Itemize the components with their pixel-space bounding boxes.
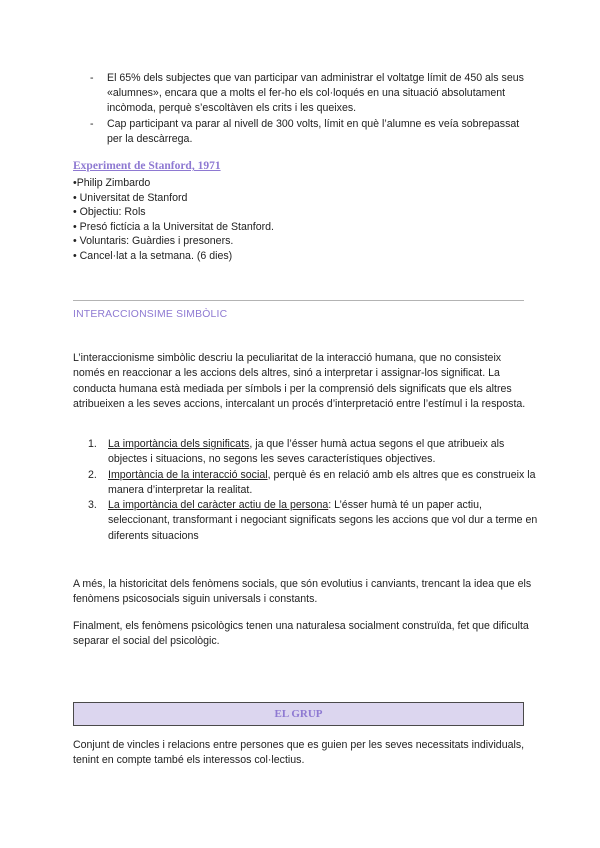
item-number: 1. [88, 438, 97, 450]
milgram-results-list [92, 71, 532, 147]
historicity-paragraph: A més, la historicitat dels fenòmens socials, que són evolutius i canviants, trencant la idea que els fenòmens psicosocials siguin universals i constants. [73, 578, 532, 606]
list-item: • Presó fictícia a la Universitat de Stanford. [73, 220, 274, 233]
list-item: • Universitat de Stanford [73, 191, 188, 204]
list-item [88, 437, 538, 468]
underlined-term: Importància de la interacció social [108, 468, 268, 481]
list-item: • Objectiu: Rols [73, 206, 146, 219]
list-item-text: Cap participant va parar al nivell de 300 volts, límit en què l’alumne es veía sobrepassat per la descàrrega. [107, 117, 520, 145]
stanford-bullet-list [73, 176, 274, 264]
group-heading: EL GRUP [274, 708, 323, 720]
list-item: •Philip Zimbardo [73, 177, 151, 189]
item-text: : L’ésser humà té un paper actiu, seleccionant, transformant i negociant significats segons les accions que vol dur a terme en diferents situacions [108, 499, 538, 542]
intro-paragraph: L’interaccionisme simbòlic descriu la peculiaritat de la interacció humana, que no consisteix només en reaccionar a les accions dels altres, sinó a interpretar i assignar-los significat. La conducta humana està mediada per símbols i per la comprensió dels significats que els altres atribueixen a les seves accions, intercalant un procés d’interpretació entre l’estímul i la resposta. [73, 352, 526, 410]
list-item [92, 71, 532, 117]
item-text: , perquè és en relació amb els altres que es construeix la manera d’interpretar la realitat. [108, 468, 536, 496]
dash-marker: - [90, 117, 94, 130]
section-heading: INTERACCIONSIME SIMBÒLIC [73, 309, 228, 320]
section-divider [73, 300, 524, 301]
item-text: , ja que l’ésser humà actua segons el que atribueix als objectes i situacions, no segons les seves característiques objectives. [108, 438, 505, 466]
list-item [88, 468, 538, 499]
dash-marker: - [90, 72, 94, 84]
item-number: 3. [88, 499, 97, 512]
numbered-list [88, 437, 538, 544]
item-number: 2. [88, 468, 97, 481]
list-item [88, 498, 538, 544]
stanford-experiment-heading: Experiment de Stanford, 1971 [73, 160, 221, 172]
group-definition-paragraph: Conjunt de vincles i relacions entre persones que es guien per les seves necessitats individuals, tenint en compte també els interessos col·lectius. [73, 739, 525, 767]
list-item-text: El 65% dels subjectes que van participar van administrar el voltatge límit de 450 als seus «alumnes», encara que a molts el fer-ho els col·loqués en una situació absolutament incòmoda, perquè s’escoltàven els crits i les queixes. [107, 72, 524, 115]
list-item: • Voluntaris: Guàrdies i presoners. [73, 235, 234, 248]
list-item: • Cancel·lat a la setmana. (6 dies) [73, 249, 233, 262]
group-heading-box [73, 702, 524, 726]
list-item [92, 117, 532, 147]
underlined-term: La importància dels significats [108, 438, 250, 450]
underlined-term: La importància del caràcter actiu de la persona [108, 499, 329, 512]
conclusion-paragraph: Finalment, els fenòmens psicològics tenen una naturalesa socialment construïda, fet que dificulta separar el social del psicològic. [73, 620, 529, 648]
